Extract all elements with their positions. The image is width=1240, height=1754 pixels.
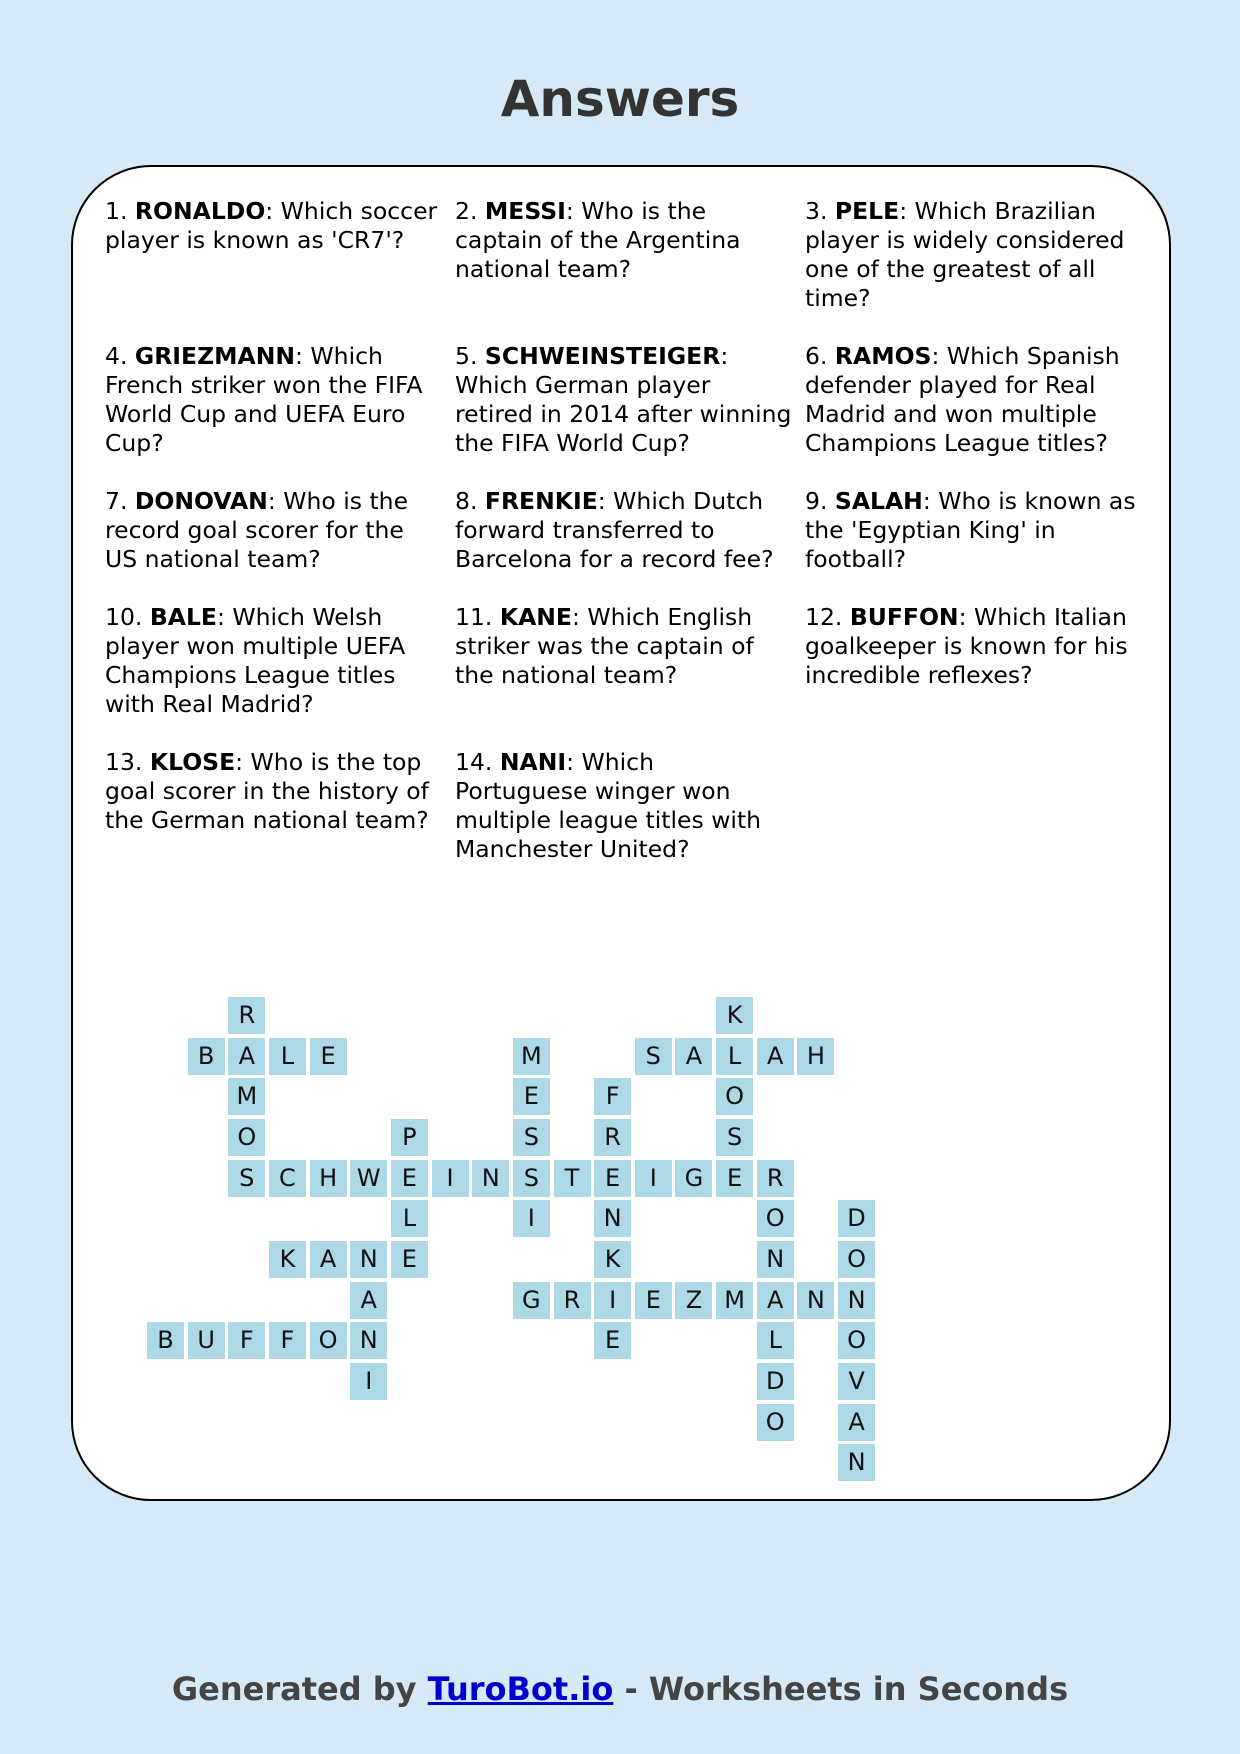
grid-cell: C <box>269 1160 306 1197</box>
clue-item <box>805 197 1155 313</box>
grid-cell: F <box>594 1078 631 1115</box>
grid-cell: N <box>757 1241 794 1278</box>
footer-suffix: - Worksheets in Seconds <box>613 1670 1069 1708</box>
clue-answer: SALAH <box>834 487 923 515</box>
grid-cell: H <box>797 1038 834 1075</box>
grid-cell: G <box>513 1282 550 1319</box>
clue-answer: BUFFON <box>849 603 959 631</box>
clue-answer: FRENKIE <box>484 487 598 515</box>
clue-answer: RONALDO <box>134 197 266 225</box>
grid-cell: E <box>391 1160 428 1197</box>
grid-cell: N <box>838 1282 875 1319</box>
grid-cell: S <box>513 1160 550 1197</box>
grid-cell: A <box>228 1038 265 1075</box>
grid-cell: S <box>635 1038 672 1075</box>
clue-number: 1. <box>105 197 128 225</box>
clue-answer: NANI <box>499 748 567 776</box>
grid-cell: M <box>513 1038 550 1075</box>
grid-cell: O <box>228 1119 265 1156</box>
answers-panel <box>71 165 1171 1501</box>
grid-cell: O <box>716 1078 753 1115</box>
clue-item <box>455 342 805 458</box>
grid-cell: K <box>594 1241 631 1278</box>
grid-cell: L <box>391 1200 428 1237</box>
clue-text: : Which Brazilian player is widely considered one of the greatest of all time? <box>805 197 1125 312</box>
grid-cell: O <box>757 1404 794 1441</box>
clue-text: : Who is known as the 'Egyptian King' in football? <box>805 487 1136 573</box>
grid-cell: E <box>635 1282 672 1319</box>
grid-cell: A <box>310 1241 347 1278</box>
clue-answer: MESSI <box>484 197 566 225</box>
clue-answer: BALE <box>149 603 217 631</box>
grid-cell: N <box>797 1282 834 1319</box>
clue-text: : Which English striker was the captain of the national team? <box>455 603 754 689</box>
clue-answer: SCHWEINSTEIGER <box>484 342 721 370</box>
turobot-link[interactable]: TuroBot.io <box>427 1670 614 1708</box>
grid-cell: A <box>757 1038 794 1075</box>
grid-cell: I <box>350 1363 387 1400</box>
clue-item <box>455 197 805 313</box>
clue-item <box>105 603 455 719</box>
grid-cell: V <box>838 1363 875 1400</box>
clue-answer: PELE <box>834 197 900 225</box>
clue-number: 4. <box>105 342 128 370</box>
clue-item <box>805 487 1155 574</box>
clue-text: : Who is the captain of the Argentina national team? <box>455 197 741 283</box>
grid-cell: N <box>594 1200 631 1237</box>
clue-number: 7. <box>105 487 128 515</box>
clue-text: : Who is the top goal scorer in the history of the German national team? <box>105 748 429 834</box>
grid-cell: O <box>838 1322 875 1359</box>
clue-number: 3. <box>805 197 828 225</box>
clue-answer: KLOSE <box>149 748 236 776</box>
grid-cell: N <box>350 1241 387 1278</box>
clue-text: : Which French striker won the FIFA World Cup and UEFA Euro Cup? <box>105 342 423 457</box>
clue-number: 8. <box>455 487 478 515</box>
clue-item <box>805 342 1155 458</box>
grid-cell: D <box>757 1363 794 1400</box>
grid-cell: M <box>228 1078 265 1115</box>
clue-item <box>105 487 455 574</box>
grid-cell: S <box>228 1160 265 1197</box>
grid-cell: R <box>757 1160 794 1197</box>
grid-cell: S <box>716 1119 753 1156</box>
clue-item <box>455 487 805 574</box>
grid-cell: W <box>350 1160 387 1197</box>
clue-text: : Which soccer player is known as 'CR7'? <box>105 197 438 254</box>
grid-cell: I <box>513 1200 550 1237</box>
grid-cell: F <box>269 1322 306 1359</box>
grid-cell: A <box>675 1038 712 1075</box>
clue-item <box>105 197 455 313</box>
grid-cell: A <box>757 1282 794 1319</box>
clue-text: : Which Spanish defender played for Real Madrid and won multiple Champions League titles? <box>805 342 1120 457</box>
clue-number: 9. <box>805 487 828 515</box>
footer <box>0 1670 1240 1708</box>
page-title: Answers <box>500 70 740 128</box>
clue-number: 2. <box>455 197 478 225</box>
grid-cell: R <box>554 1282 591 1319</box>
clue-number: 5. <box>455 342 478 370</box>
grid-cell: K <box>716 997 753 1034</box>
grid-cell: I <box>594 1282 631 1319</box>
clue-item <box>105 342 455 458</box>
grid-cell: P <box>391 1119 428 1156</box>
grid-cell: I <box>432 1160 469 1197</box>
grid-cell: N <box>350 1322 387 1359</box>
grid-cell: A <box>838 1404 875 1441</box>
grid-cell: N <box>838 1444 875 1481</box>
clue-text: : Who is the record goal scorer for the US national team? <box>105 487 409 573</box>
grid-cell: L <box>269 1038 306 1075</box>
grid-cell: K <box>269 1241 306 1278</box>
clue-text: : Which German player retired in 2014 after winning the FIFA World Cup? <box>455 342 792 457</box>
grid-cell: Z <box>675 1282 712 1319</box>
grid-cell: F <box>228 1322 265 1359</box>
clue-answer: RAMOS <box>834 342 932 370</box>
grid-cell: M <box>716 1282 753 1319</box>
grid-cell: E <box>513 1078 550 1115</box>
clue-answer: DONOVAN <box>134 487 268 515</box>
grid-cell: T <box>554 1160 591 1197</box>
clue-text: : Which Welsh player won multiple UEFA Champions League titles with Real Madrid? <box>105 603 406 718</box>
grid-cell: R <box>594 1119 631 1156</box>
clue-answer: KANE <box>499 603 572 631</box>
grid-cell: S <box>513 1119 550 1156</box>
clue-number: 12. <box>805 603 843 631</box>
clue-item <box>455 603 805 719</box>
clue-item <box>455 748 805 864</box>
grid-cell: A <box>350 1282 387 1319</box>
clue-text: : Which Portuguese winger won multiple league titles with Manchester United? <box>455 748 762 863</box>
grid-cell: E <box>594 1160 631 1197</box>
grid-cell: B <box>147 1322 184 1359</box>
clue-item <box>105 748 455 864</box>
grid-cell: G <box>675 1160 712 1197</box>
clue-number: 10. <box>105 603 143 631</box>
grid-cell: U <box>188 1322 225 1359</box>
grid-cell: B <box>188 1038 225 1075</box>
clue-number: 14. <box>455 748 493 776</box>
clue-item <box>805 603 1155 719</box>
clue-number: 11. <box>455 603 493 631</box>
footer-prefix: Generated by <box>171 1670 428 1708</box>
clue-list <box>105 197 1155 864</box>
grid-cell: E <box>391 1241 428 1278</box>
clue-number: 13. <box>105 748 143 776</box>
grid-cell: N <box>472 1160 509 1197</box>
grid-cell: I <box>635 1160 672 1197</box>
grid-cell: E <box>716 1160 753 1197</box>
grid-cell: E <box>594 1322 631 1359</box>
clue-text: : Which Italian goalkeeper is known for his incredible reflexes? <box>805 603 1128 689</box>
grid-cell: H <box>310 1160 347 1197</box>
grid-cell: O <box>838 1241 875 1278</box>
grid-cell: R <box>228 997 265 1034</box>
grid-cell: L <box>757 1322 794 1359</box>
grid-cell: E <box>310 1038 347 1075</box>
clue-answer: GRIEZMANN <box>134 342 296 370</box>
grid-cell: O <box>757 1200 794 1237</box>
grid-cell: D <box>838 1200 875 1237</box>
clue-text: : Which Dutch forward transferred to Barcelona for a record fee? <box>455 487 774 573</box>
clue-number: 6. <box>805 342 828 370</box>
grid-cell: O <box>310 1322 347 1359</box>
grid-cell: L <box>716 1038 753 1075</box>
